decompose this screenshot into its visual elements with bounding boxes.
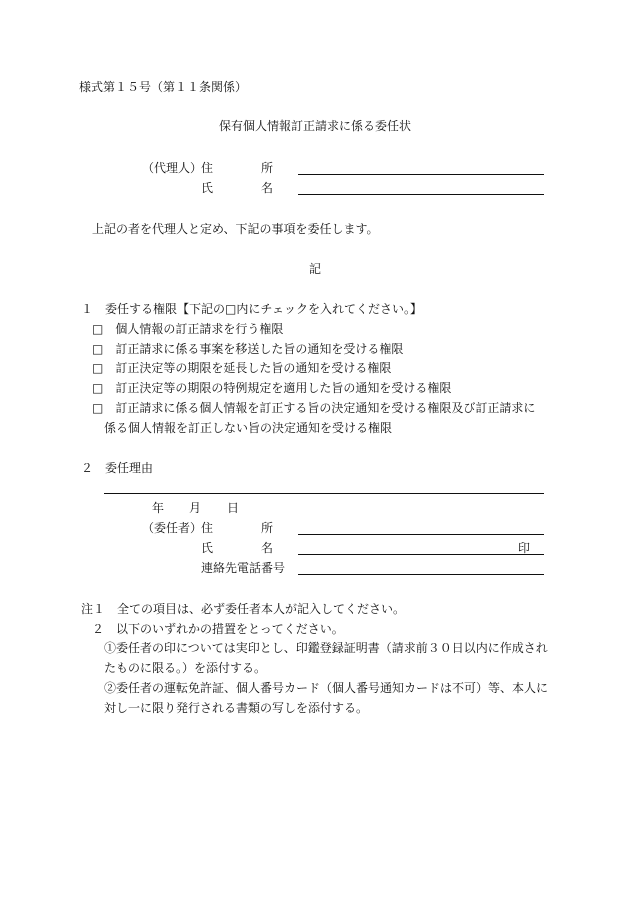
authority-item-2[interactable]: □ 訂正請求に係る事案を移送した旨の通知を受ける権限	[92, 342, 404, 356]
authority-item-5-continued: 係る個人情報を訂正しない旨の決定通知を受ける権限	[104, 421, 393, 435]
document-title: 保有個人情報訂正請求に係る委任状	[218, 119, 411, 133]
authority-item-4[interactable]: □ 訂正決定等の期限の特例規定を適用した旨の通知を受ける権限	[92, 381, 452, 395]
seal-mark: 印	[518, 541, 531, 555]
date-month: 月	[189, 501, 202, 515]
ki-label: 記	[309, 262, 322, 276]
authority-item-1[interactable]: □ 個人情報の訂正請求を行う権限	[92, 322, 284, 336]
agent-name-field[interactable]	[298, 194, 544, 195]
principal-name-label: 氏 名	[201, 541, 274, 555]
intro-text: 上記の者を代理人と定め、下記の事項を委任します。	[92, 222, 379, 236]
note-1: 注１ 全ての項目は、必ず委任者本人が記入してください。	[81, 602, 406, 616]
note-2b-line2: 対し一に限り発行される書類の写しを添付する。	[104, 701, 369, 715]
agent-label: （代理人）	[142, 161, 203, 175]
agent-name-label: 氏 名	[201, 181, 274, 195]
principal-label: （委任者）	[142, 521, 203, 535]
principal-phone-field[interactable]	[298, 574, 544, 575]
note-2a-line2: たものに限る。）を添付する。	[104, 661, 267, 675]
note-2a-line1: ①委任者の印については実印とし、印鑑登録証明書（請求前３０日以内に作成され	[104, 641, 548, 655]
authority-item-5[interactable]: □ 訂正請求に係る個人情報を訂正する旨の決定通知を受ける権限及び訂正請求に	[92, 401, 536, 415]
agent-address-label: 住 所	[201, 161, 274, 175]
principal-address-field[interactable]	[298, 534, 544, 535]
note-2b-line1: ②委任者の運転免許証、個人番号カード（個人番号通知カードは不可）等、本人に	[104, 681, 549, 695]
authority-item-3[interactable]: □ 訂正決定等の期限を延長した旨の通知を受ける権限	[92, 361, 392, 375]
date-year: 年	[152, 501, 165, 515]
section1-heading: １ 委任する権限【下記の□内にチェックを入れてください。】	[81, 302, 422, 316]
agent-address-field[interactable]	[298, 174, 544, 175]
date-day: 日	[227, 501, 240, 515]
principal-name-field[interactable]	[298, 554, 544, 555]
principal-address-label: 住 所	[201, 521, 274, 535]
principal-phone-label: 連絡先電話番号	[201, 561, 286, 575]
note-2: ２ 以下のいずれかの措置をとってください。	[92, 622, 344, 636]
section2-heading: ２ 委任理由	[81, 461, 154, 475]
form-number: 様式第１５号（第１１条関係）	[79, 80, 248, 94]
reason-field[interactable]	[104, 493, 544, 494]
